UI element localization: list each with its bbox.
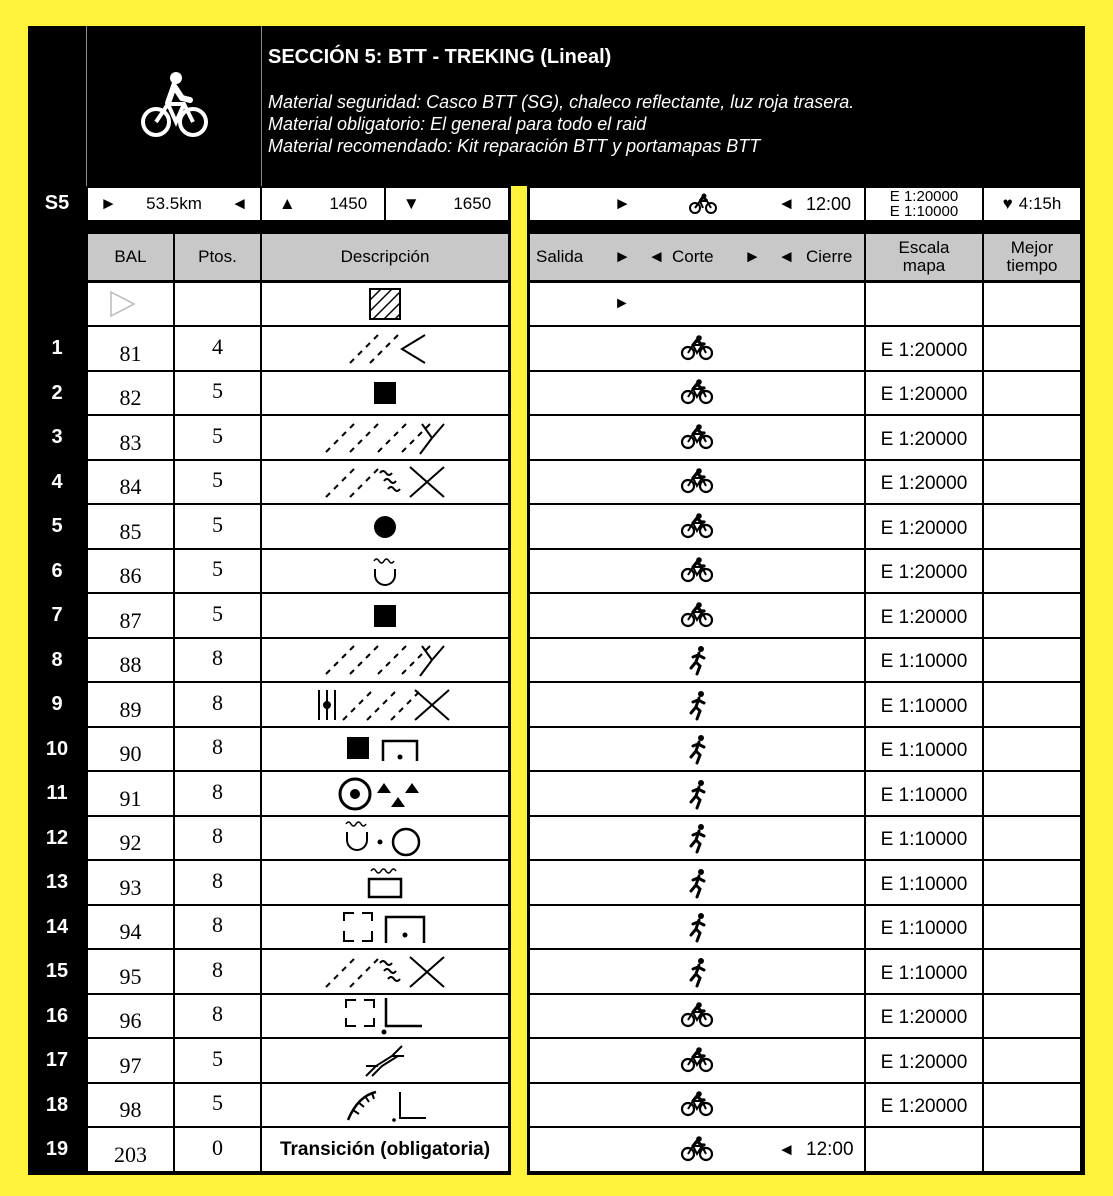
row-desc <box>262 372 508 414</box>
row-pts: 4 <box>175 327 260 370</box>
row-bal: 90 <box>88 728 173 770</box>
row-scale: E 1:10000 <box>866 861 982 904</box>
row-scale: E 1:10000 <box>866 772 982 815</box>
row-scale: E 1:20000 <box>866 995 982 1037</box>
col-times <box>530 234 864 280</box>
bike-icon <box>680 468 714 494</box>
row-bal: 85 <box>88 505 173 548</box>
runner-icon <box>688 780 708 810</box>
start-best <box>984 283 1080 325</box>
spring-circle-icon <box>340 818 430 858</box>
distance-value: 53.5km <box>146 194 202 213</box>
row-times <box>530 639 864 681</box>
row-bal: 92 <box>88 817 173 859</box>
col-escala: Escala mapa <box>866 234 982 280</box>
runner-icon <box>688 735 708 765</box>
row-scale <box>866 1128 982 1171</box>
row-bal: 94 <box>88 906 173 948</box>
row-desc <box>262 416 508 459</box>
corte-arrow-icon: ◄ <box>648 247 665 266</box>
row-times <box>530 817 864 859</box>
col-salida: Salida <box>536 247 584 266</box>
cutoff-time: 12:00 <box>806 193 852 214</box>
row-bal: 88 <box>88 639 173 681</box>
path-stream-x-icon <box>320 953 450 991</box>
row-best-time <box>984 772 1080 815</box>
row-best-time <box>984 1039 1080 1082</box>
row-number: 8 <box>51 648 63 671</box>
row-number: 13 <box>45 871 69 893</box>
row-best-time <box>984 995 1080 1037</box>
row-scale: E 1:10000 <box>866 950 982 993</box>
time-cell <box>530 188 864 220</box>
recommended-material: Material recomendado: Kit reparación BTT y portamapas BTT <box>268 136 761 156</box>
row-scale: E 1:20000 <box>866 550 982 592</box>
paths-y-icon <box>320 420 450 456</box>
path-stream-x-icon <box>320 463 450 501</box>
square-icon <box>372 603 398 629</box>
row-best-time <box>984 1084 1080 1126</box>
row-pts: 8 <box>175 817 260 859</box>
row-number: 17 <box>45 1049 69 1071</box>
bike-icon <box>680 379 714 405</box>
row-best-time <box>984 639 1080 681</box>
row-scale: E 1:20000 <box>866 327 982 370</box>
row-bal: 98 <box>88 1084 173 1126</box>
row-best-time <box>984 372 1080 414</box>
descent-value: 1650 <box>453 194 492 213</box>
row-close-time: 12:00 <box>806 1138 854 1160</box>
runner-icon <box>688 691 708 721</box>
ascent-cell <box>262 188 384 220</box>
row-number: 9 <box>51 693 63 715</box>
row-desc <box>262 683 508 726</box>
row-desc <box>262 639 508 681</box>
row-times <box>530 861 864 904</box>
row-desc <box>262 772 508 815</box>
row-best-time <box>984 906 1080 948</box>
start-triangle-icon <box>88 283 173 325</box>
heart-icon: ♥ <box>1002 194 1013 213</box>
section-label: S5 <box>44 191 70 214</box>
close-arrow-icon: ◄ <box>778 1139 795 1159</box>
start-scale <box>866 283 982 325</box>
row-bal: 89 <box>88 683 173 726</box>
row-best-time <box>984 950 1080 993</box>
distance-cell <box>88 188 260 220</box>
start-pts <box>175 283 260 325</box>
row-number: 15 <box>45 960 69 982</box>
row-pts: 8 <box>175 683 260 726</box>
col-corte: Corte <box>672 247 714 266</box>
start-arrow-icon: ► <box>100 194 117 213</box>
separator <box>511 186 527 1175</box>
runner-icon <box>688 913 708 943</box>
col-mejor: Mejor tiempo <box>984 234 1080 280</box>
bridge-icon <box>362 1042 408 1080</box>
row-scale: E 1:20000 <box>866 461 982 503</box>
col-bal: BAL <box>88 234 173 280</box>
row-desc <box>262 594 508 637</box>
row-pts: 5 <box>175 594 260 637</box>
close-arrow-icon: ◄ <box>778 194 795 213</box>
paths-y-icon <box>320 642 450 678</box>
row-number: 5 <box>51 515 63 537</box>
row-scale: E 1:10000 <box>866 817 982 859</box>
mandatory-material: Material obligatorio: El general para todo el raid <box>268 114 647 134</box>
row-pts: 8 <box>175 906 260 948</box>
row-number: 18 <box>45 1093 69 1116</box>
bike-icon <box>688 193 718 215</box>
runner-icon <box>688 869 708 899</box>
row-times <box>530 1039 864 1082</box>
row-desc <box>262 817 508 859</box>
row-times <box>530 950 864 993</box>
cyclist-icon <box>86 26 262 186</box>
row-bal: 97 <box>88 1039 173 1082</box>
row-number: 2 <box>51 381 63 404</box>
cliff-corner-icon <box>340 1086 430 1124</box>
row-bal: 86 <box>88 550 173 592</box>
dashed-corner-icon <box>342 996 428 1036</box>
row-pts: 8 <box>175 639 260 681</box>
row-bal: 203 <box>88 1128 173 1171</box>
row-desc <box>262 950 508 993</box>
row-pts: 8 <box>175 728 260 770</box>
row-pts: 5 <box>175 416 260 459</box>
best-time: 4:15h <box>1018 194 1062 213</box>
scale-2: E 1:10000 <box>889 203 959 220</box>
row-best-time <box>984 505 1080 548</box>
row-scale: E 1:10000 <box>866 639 982 681</box>
row-bal: 84 <box>88 461 173 503</box>
row-times <box>530 772 864 815</box>
row-best-time <box>984 817 1080 859</box>
row-pts: 0 <box>175 1128 260 1171</box>
row-pts: 8 <box>175 950 260 993</box>
row-number: 1 <box>51 337 63 359</box>
row-number: 4 <box>51 470 63 493</box>
bike-icon <box>680 1002 714 1028</box>
ascent-value: 1450 <box>329 194 368 213</box>
end-arrow-icon: ◄ <box>231 194 248 213</box>
row-desc-text: Transición (obligatoria) <box>279 1138 491 1160</box>
start-desc <box>262 283 508 325</box>
row-desc <box>262 1084 508 1126</box>
bike-icon <box>680 1136 714 1162</box>
scale-1: E 1:20000 <box>889 188 959 205</box>
down-triangle-icon: ▼ <box>402 194 420 213</box>
row-bal: 87 <box>88 594 173 637</box>
row-number: 7 <box>51 604 63 626</box>
row-bal: 95 <box>88 950 173 993</box>
row-desc <box>262 505 508 548</box>
row-bal: 82 <box>88 372 173 414</box>
target-tri-icon <box>337 775 433 813</box>
row-best-time <box>984 1128 1080 1171</box>
bike-icon <box>680 424 714 450</box>
row-bal: 91 <box>88 772 173 815</box>
row-best-time <box>984 861 1080 904</box>
row-number: 6 <box>51 559 63 582</box>
bike-icon <box>680 557 714 583</box>
row-pts: 5 <box>175 1039 260 1082</box>
col-ptos: Ptos. <box>175 234 260 280</box>
row-times <box>530 327 864 370</box>
row-number: 16 <box>45 1004 69 1027</box>
row-bal: 96 <box>88 995 173 1037</box>
row-number: 3 <box>51 426 63 448</box>
up-triangle-icon: ▲ <box>278 194 296 213</box>
row-pts: 8 <box>175 995 260 1037</box>
row-desc <box>262 995 508 1037</box>
col-desc: Descripción <box>262 234 508 280</box>
hatched-square-icon <box>369 288 401 320</box>
row-desc <box>262 728 508 770</box>
row-scale: E 1:20000 <box>866 505 982 548</box>
spring-rect-icon <box>365 865 405 901</box>
runner-icon <box>688 646 708 676</box>
row-pts: 5 <box>175 1084 260 1126</box>
row-bal: 83 <box>88 416 173 459</box>
row-scale: E 1:20000 <box>866 1084 982 1126</box>
row-pts: 5 <box>175 372 260 414</box>
square-icon <box>372 380 398 406</box>
row-times <box>530 372 864 414</box>
row-times <box>530 995 864 1037</box>
descent-cell <box>386 188 508 220</box>
start-arrow-icon: ► <box>614 247 631 266</box>
row-number: 19 <box>45 1138 69 1160</box>
row-bal: 93 <box>88 861 173 904</box>
row-times <box>530 505 864 548</box>
row-pts: 5 <box>175 461 260 503</box>
bike-icon <box>680 1047 714 1073</box>
row-times <box>530 550 864 592</box>
row-best-time <box>984 728 1080 770</box>
row-pts: 5 <box>175 550 260 592</box>
row-times <box>530 683 864 726</box>
row-scale: E 1:20000 <box>866 1039 982 1082</box>
row-pts: 8 <box>175 772 260 815</box>
row-best-time <box>984 683 1080 726</box>
row-number: 14 <box>45 915 69 938</box>
row-best-time <box>984 416 1080 459</box>
row-bal: 81 <box>88 327 173 370</box>
row-number: 11 <box>46 782 68 804</box>
row-desc <box>262 906 508 948</box>
row-desc <box>262 1039 508 1082</box>
row-times <box>530 416 864 459</box>
row-number: 10 <box>45 737 69 760</box>
row-best-time <box>984 594 1080 637</box>
bike-icon <box>680 602 714 628</box>
dashed-ruin-icon <box>340 909 430 945</box>
control-sheet <box>28 26 1085 1175</box>
close-arrow-icon: ◄ <box>778 247 795 266</box>
row-desc <box>262 461 508 503</box>
row-times <box>530 906 864 948</box>
bike-icon <box>680 1091 714 1117</box>
row-best-time <box>984 327 1080 370</box>
best-time-cell <box>984 188 1080 220</box>
path-bend-icon <box>330 331 440 367</box>
dot-icon <box>372 514 398 540</box>
row-pts: 5 <box>175 505 260 548</box>
row-times <box>530 1128 864 1171</box>
section-title: SECCIÓN 5: BTT - TREKING (Lineal) <box>268 46 612 68</box>
row-number: 12 <box>45 826 69 849</box>
safety-material: Material seguridad: Casco BTT (SG), chaleco reflectante, luz roja trasera. <box>268 92 855 112</box>
start-arrow-icon: ► <box>614 295 630 312</box>
row-times <box>530 728 864 770</box>
row-desc <box>262 550 508 592</box>
row-scale: E 1:10000 <box>866 728 982 770</box>
bike-icon <box>680 513 714 539</box>
row-scale: E 1:10000 <box>866 683 982 726</box>
row-times <box>530 594 864 637</box>
corte-right-arrow-icon: ► <box>744 247 761 266</box>
row-scale: E 1:20000 <box>866 594 982 637</box>
row-scale: E 1:10000 <box>866 906 982 948</box>
row-desc <box>262 861 508 904</box>
spring-icon <box>370 555 400 587</box>
row-scale: E 1:20000 <box>866 416 982 459</box>
row-scale: E 1:20000 <box>866 372 982 414</box>
row-desc <box>262 327 508 370</box>
bike-icon <box>680 335 714 361</box>
row-times <box>530 461 864 503</box>
runner-icon <box>688 824 708 854</box>
start-arrow-icon: ► <box>614 194 631 213</box>
row-pts: 8 <box>175 861 260 904</box>
square-ruin-icon <box>345 733 425 765</box>
fence-paths-x-icon <box>315 686 455 724</box>
row-best-time <box>984 550 1080 592</box>
start-times <box>530 283 864 325</box>
row-best-time <box>984 461 1080 503</box>
scale-cell <box>866 188 982 220</box>
row-desc <box>262 1128 508 1171</box>
row-times <box>530 1084 864 1126</box>
col-cierre: Cierre <box>806 247 853 266</box>
runner-icon <box>688 958 708 988</box>
section-header <box>268 46 854 157</box>
